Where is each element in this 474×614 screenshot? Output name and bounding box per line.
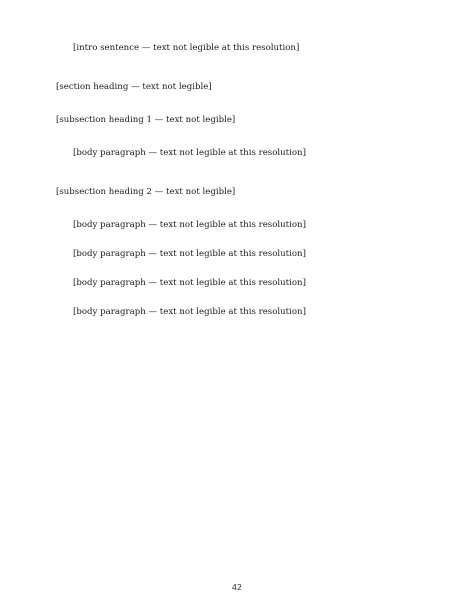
subsection-heading-1: [subsection heading 1 — text not legible] [56, 115, 236, 125]
body-paragraph-3: [body paragraph — text not legible at this resolution] [73, 249, 306, 259]
spacer [56, 201, 422, 217]
body-paragraph-1: [body paragraph — text not legible at this resolution] [73, 148, 306, 158]
spacer [56, 234, 422, 246]
spacer [56, 263, 422, 275]
spacer [56, 96, 422, 112]
section-heading: [section heading — text not legible] [56, 82, 212, 92]
subsection-heading-2: [subsection heading 2 — text not legible] [56, 187, 236, 197]
body-paragraph-4: [body paragraph — text not legible at this resolution] [73, 278, 306, 288]
body-paragraph-5: [body paragraph — text not legible at this resolution] [73, 307, 306, 317]
body-paragraph-2: [body paragraph — text not legible at this resolution] [73, 220, 306, 230]
spacer [56, 292, 422, 304]
spacer [56, 57, 422, 79]
page-number: 42 [231, 583, 243, 592]
spacer [56, 129, 422, 145]
intro-paragraph: [intro sentence — text not legible at this resolution] [73, 43, 300, 53]
spacer [56, 162, 422, 184]
